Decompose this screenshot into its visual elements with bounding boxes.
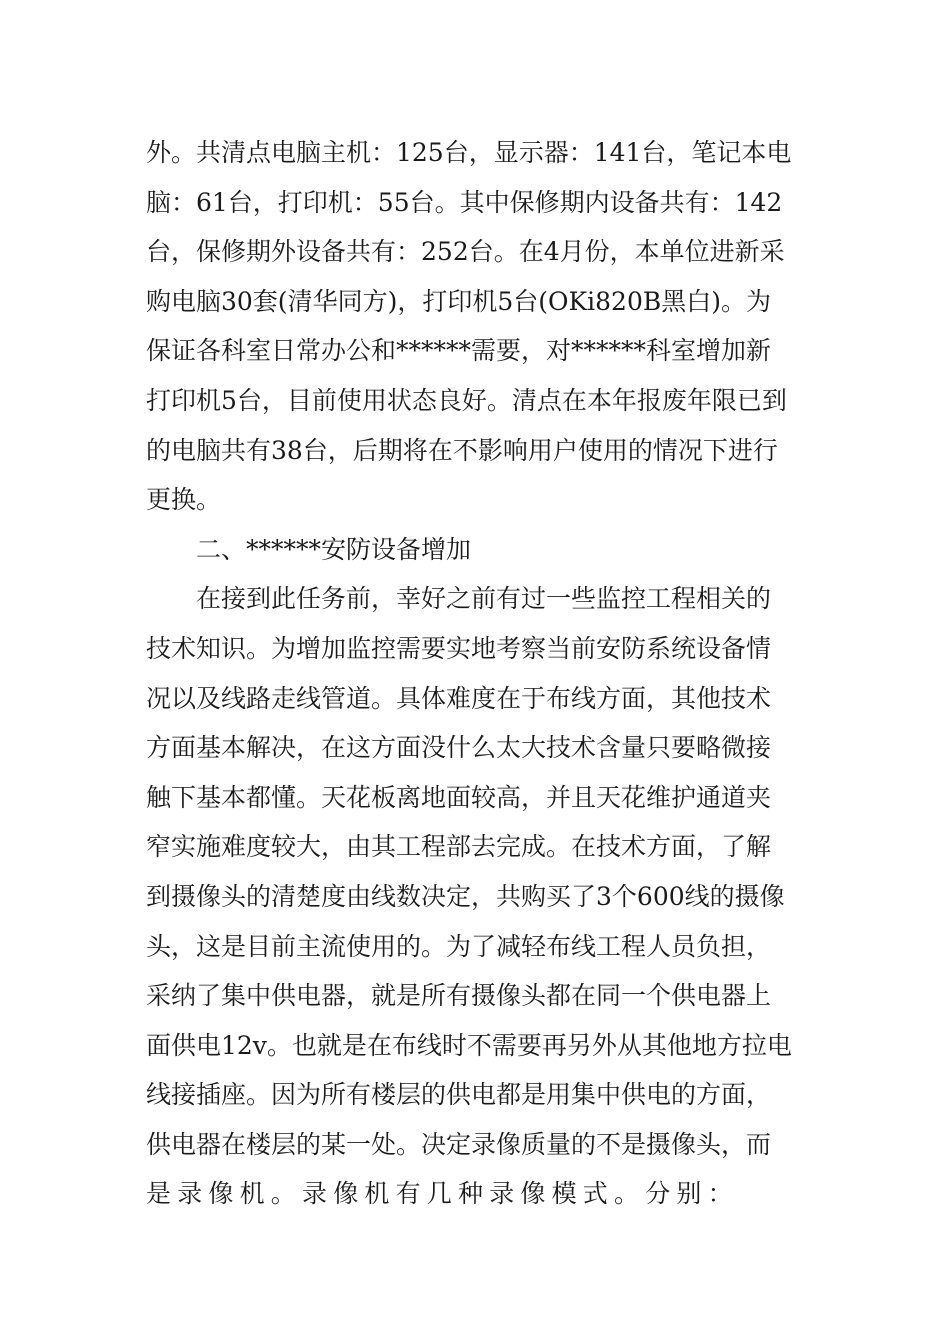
paragraph-equipment-inventory (146, 128, 806, 525)
text-line: 到摄像头的清楚度由线数决定，共购买了3个600线的摄像 (146, 881, 785, 911)
text-line: 方面基本解决，在这方面没什么太大技术含量只要略微接 (146, 733, 772, 763)
text-line: 脑：61台，打印机：55台。其中保修期内设备共有：142 (146, 187, 783, 217)
text-line: 保证各科室日常办公和******需要，对******科室增加新 (146, 336, 772, 366)
paragraph-security-equipment (146, 574, 806, 1219)
text-line: 线接插座。因为所有楼层的供电都是用集中供电的方面， (146, 1080, 772, 1110)
text-line: 的电脑共有38台，后期将在不影响用户使用的情况下进行 (146, 435, 778, 465)
document-body (146, 128, 806, 1219)
text-line: 窄实施难度较大，由其工程部去完成。在技术方面，了解 (146, 832, 772, 862)
text-line: 在接到此任务前，幸好之前有过一些监控工程相关的 (196, 584, 772, 614)
text-line: 外。共清点电脑主机：125台，显示器：141台，笔记本电 (146, 138, 792, 167)
text-line: 况以及线路走线管道。具体难度在于布线方面，其他技术 (146, 683, 772, 713)
text-line: 更换。 (146, 485, 222, 515)
section-heading: 二、******安防设备增加 (196, 534, 472, 564)
text-line: 采纳了集中供电器，就是所有摄像头都在同一个供电器上 (146, 981, 772, 1011)
text-line: 供电器在楼层的某一处。决定录像质量的不是摄像头，而 (146, 1129, 772, 1159)
text-line: 面供电12v。也就是在布线时不需要再另外从其他地方拉电 (146, 1030, 792, 1060)
text-line: 头，这是目前主流使用的。为了减轻布线工程人员负担， (146, 931, 772, 961)
text-line: 购电脑30套(清华同方)，打印机5台(OKi820B黑白)。为 (146, 286, 771, 316)
text-line: 是录像机。录像机有几种录像模式。分别： (146, 1179, 739, 1209)
text-line: 技术知识。为增加监控需要实地考察当前安防系统设备情 (146, 633, 772, 663)
text-line: 触下基本都懂。天花板离地面较高，并且天花维护通道夹 (146, 782, 772, 812)
text-line: 台，保修期外设备共有：252台。在4月份，本单位进新采 (146, 237, 785, 267)
text-line: 打印机5台，目前使用状态良好。清点在本年报废年限已到 (146, 385, 787, 415)
